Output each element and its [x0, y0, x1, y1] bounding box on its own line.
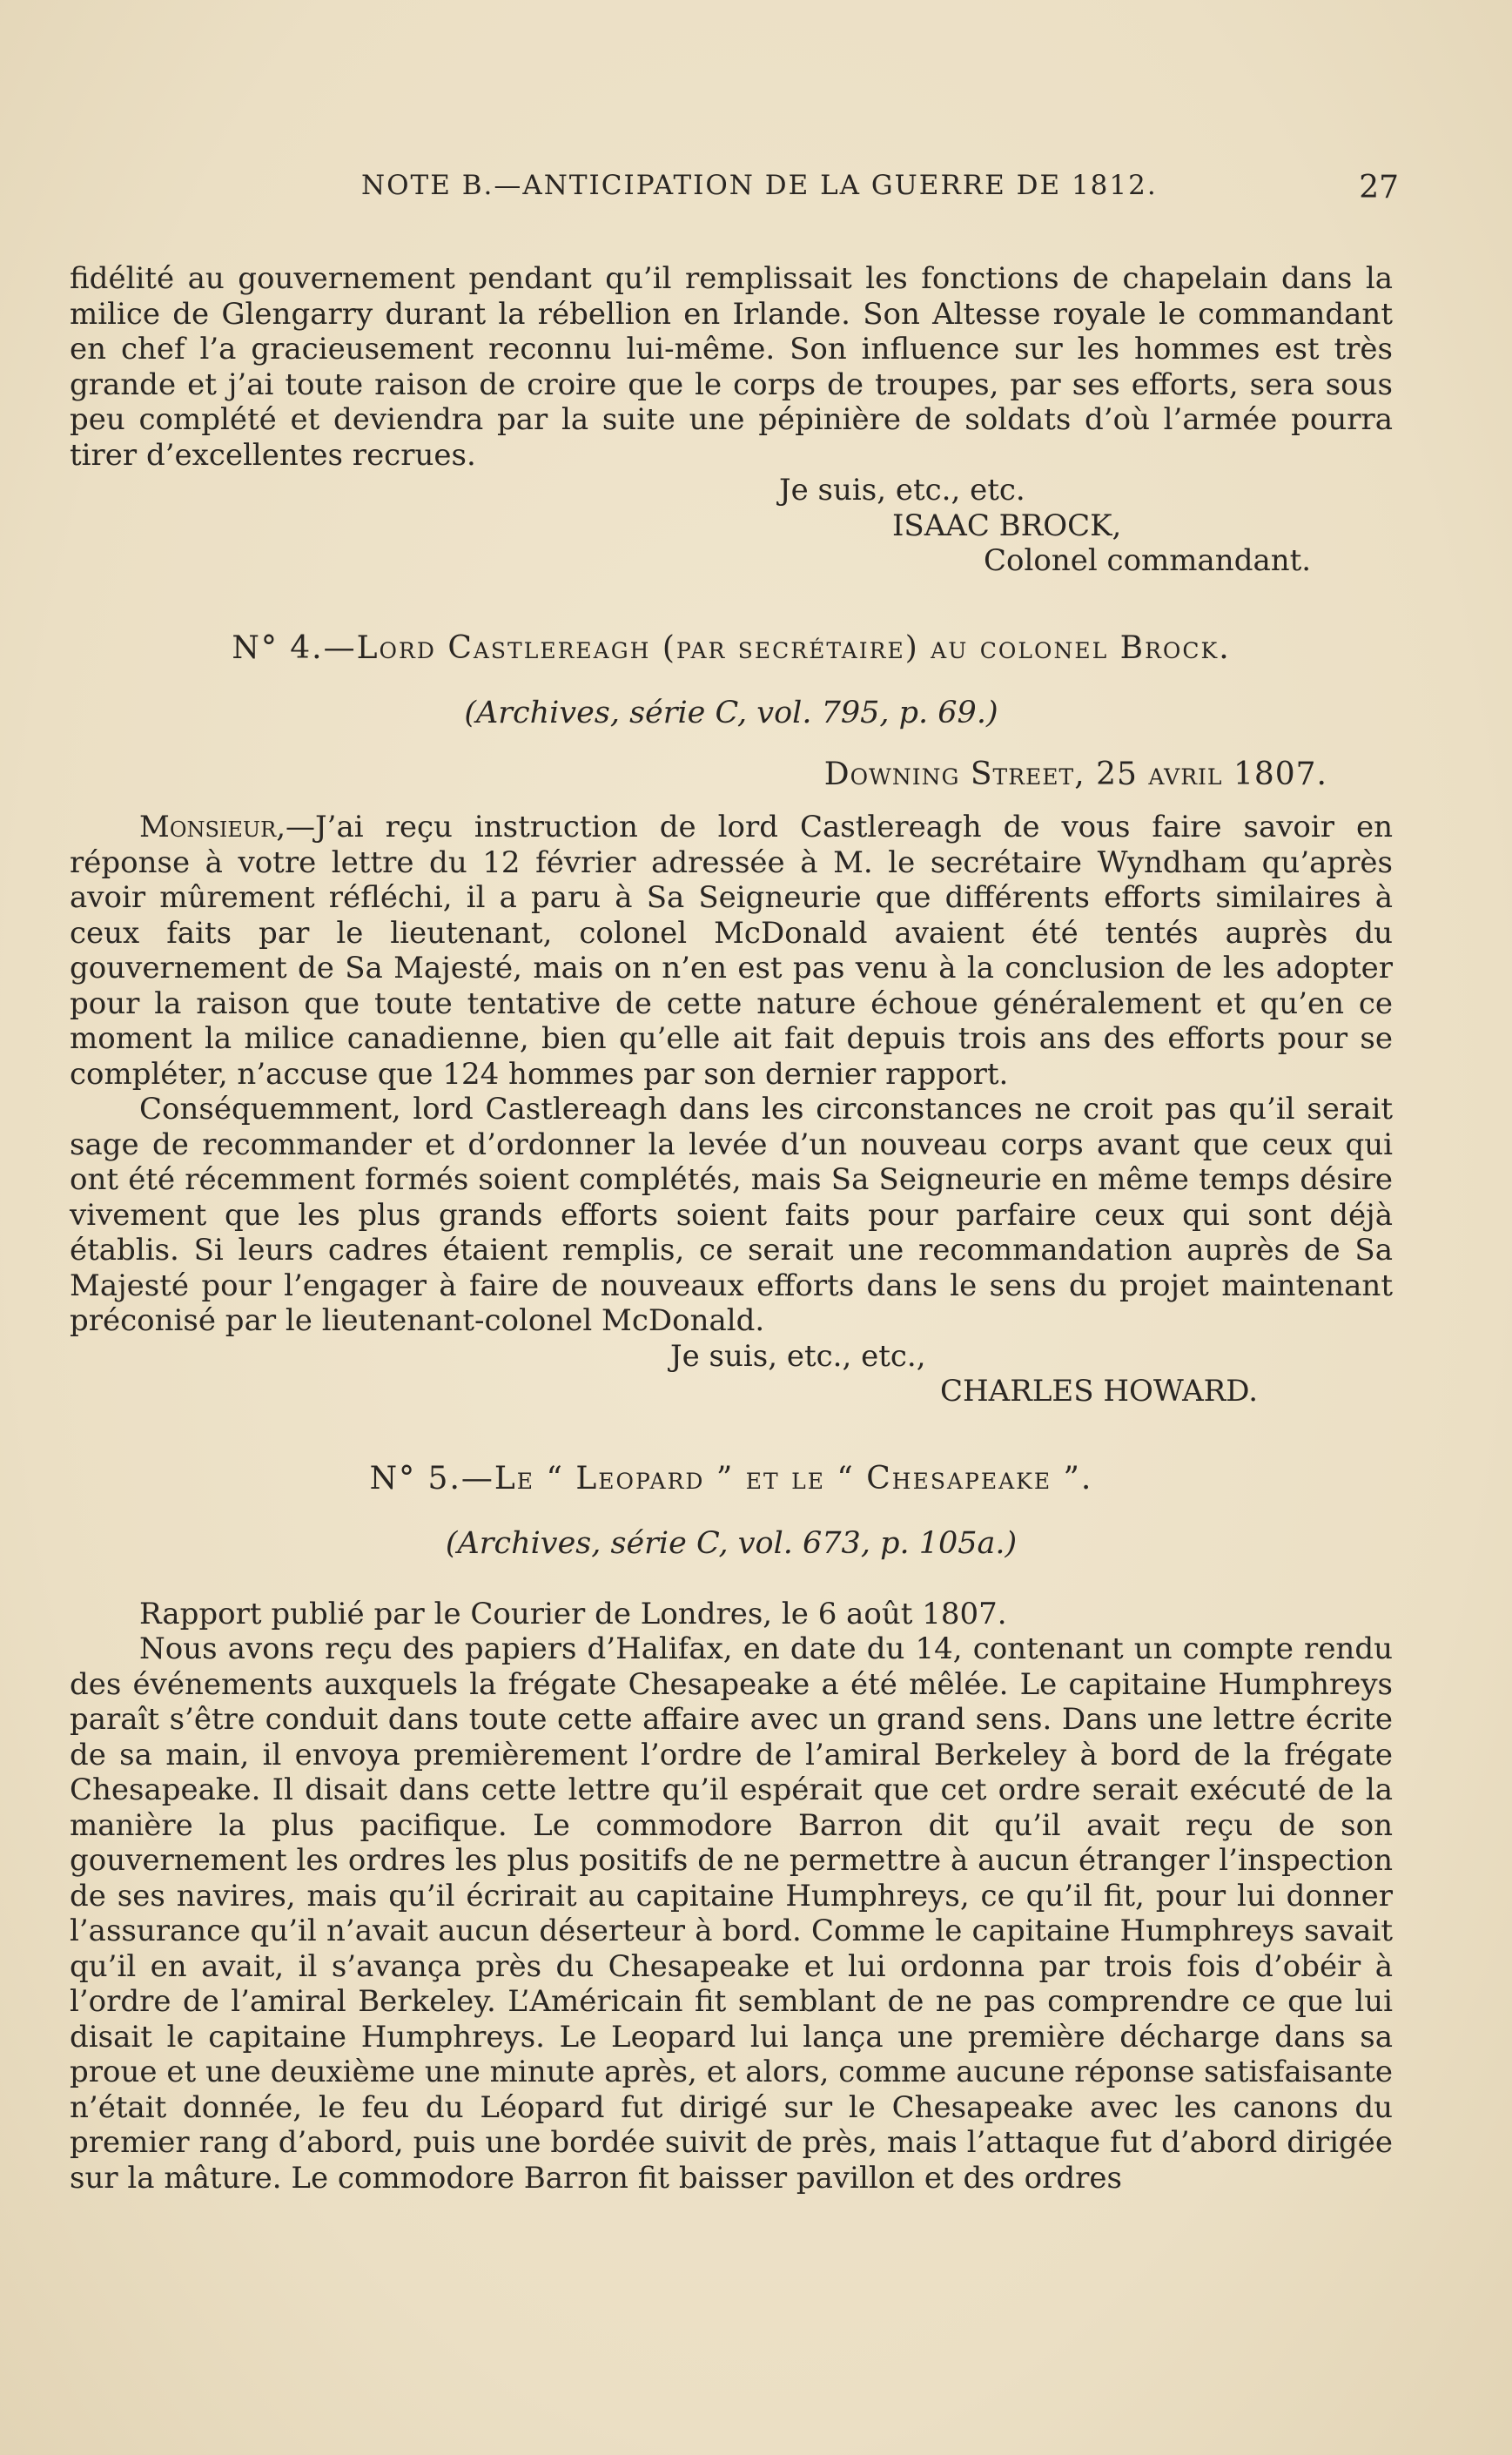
letter5-reference: (Archives, série C, vol. 673, p. 105a.) — [445, 1526, 1018, 1561]
page-number: 27 — [1359, 170, 1399, 205]
letter4-paragraph-1 — [70, 810, 1393, 1092]
running-title: NOTE B.—ANTICIPATION DE LA GUERRE DE 1812. — [361, 170, 1158, 201]
letter4-heading: N° 4.—Lord Castlereagh (par secrétaire) au colonel Brock. — [232, 629, 1231, 666]
letter4-dateline — [70, 757, 1393, 793]
page-body — [70, 261, 1393, 2196]
letter5-paragraph-1: Nous avons reçu des papiers d’Halifax, en date du 14, contenant un compte rendu des événements auxquels la frégate Chesapeake a été mêlée. Le capitaine Humphreys paraît s’être conduit dans toute cette affaire avec un grand sens. Dans une lettre écrite de sa main, il envoya premièrement l’ordre de l’amiral Berkeley à bord de la frégate Chesapeake. Il disait dans cette lettre qu’il espérait que cet ordre serait exécuté de la manière la plus pacifique. Le commodore Barron dit qu’il avait reçu de son gouvernement les ordres les plus positifs de ne permettre à aucun étranger l’inspection de ses navires, mais qu’il écrirait au capitaine Humphreys, ce qu’il fit, pour lui donner l’assurance qu’il n’avait aucun déserteur à bord. Comme le capitaine Humphreys savait qu’il en avait, il s’avança près du Chesapeake et lui ordonna par trois fois d’obéir à l’ordre de l’amiral Berkeley. L’Américain fit semblant de ne pas comprendre ce que lui disait le capitaine Humphreys. Le Leopard lui lança une première décharge dans sa proue et une deuxième une minute après, et alors, comme aucune réponse satisfaisante n’était donnée, le feu du Léopard fut dirigé sur le Chesapeake avec les canons du premier rang d’abord, puis une bordée suivit de près, mais l’attaque fut d’abord dirigée sur la mâture. Le commodore Barron fit baisser pavillon et des ordres — [70, 1631, 1393, 2196]
letter4-salutation: Monsieur, — [139, 810, 286, 844]
letter4-valediction: Je suis, etc., etc., — [670, 1338, 926, 1374]
letter3-valediction: Je suis, etc., etc. — [779, 473, 1025, 508]
letter4-paragraph-2: Conséquemment, lord Castlereagh dans les circonstances ne croit pas qu’il serait sage de recommander et d’ordonner la levée d’un nouveau corps avant que ceux qui ont été récemment formés soient complétés, mais Sa Seigneurie en même temps désire vivement que les plus grands efforts soient faits pour parfaire ceux qui sont déjà établis. Si leurs cadres étaient remplis, ce serait une recommandation auprès de Sa Majesté pour l’engager à faire de nouveaux efforts dans le sens du projet maintenant préconisé par le lieutenant-colonel McDonald. — [70, 1092, 1393, 1338]
page-header — [70, 170, 1399, 222]
letter3-closing-paragraph: fidélité au gouvernement pendant qu’il remplissait les fonctions de chapelain dans la milice de Glengarry durant la rébellion en Irlande. Son Altesse royale le commandant en chef l’a gracieusement reconnu lui-même. Son influence sur les hommes est très grande et j’ai toute raison de croire que le corps de troupes, par ses efforts, sera sous peu complété et deviendra par la suite une pépinière de soldats d’où l’armée pourra tirer d’excellentes recrues. — [70, 261, 1393, 473]
letter5-intro: Rapport publié par le Courier de Londres, le 6 août 1807. — [139, 1596, 1007, 1631]
letter3-signature-title: Colonel commandant. — [984, 543, 1312, 578]
letter3-signature: ISAAC BROCK, — [892, 508, 1122, 543]
letter4-signature: CHARLES HOWARD. — [940, 1374, 1259, 1409]
letter4-reference: (Archives, série C, vol. 795, p. 69.) — [464, 696, 998, 730]
letter4-paragraph-1-text: —J’ai reçu instruction de lord Castlereagh de vous faire savoir en réponse à votre lettre du 12 février adressée à M. le secrétaire Wyndham qu’après avoir mûrement réfléchi, il a paru à Sa Seigneurie que différents efforts similaires à ceux faits par le lieutenant, colonel McDonald avaient été tentés auprès du gouvernement de Sa Majesté, mais on n’en est pas venu à la conclusion de les adopter pour la raison que toute tentative de cette nature échoue généralement et qu’en ce moment la milice canadienne, bien qu’elle ait fait depuis trois ans des efforts pour se compléter, n’accuse que 124 hommes par son dernier rapport. — [70, 810, 1393, 1092]
letter5-heading: N° 5.—Le “ Leopard ” et le “ Chesapeake ”. — [369, 1460, 1093, 1497]
letter4-dateline-text: Downing Street, 25 avril 1807. — [823, 756, 1327, 792]
